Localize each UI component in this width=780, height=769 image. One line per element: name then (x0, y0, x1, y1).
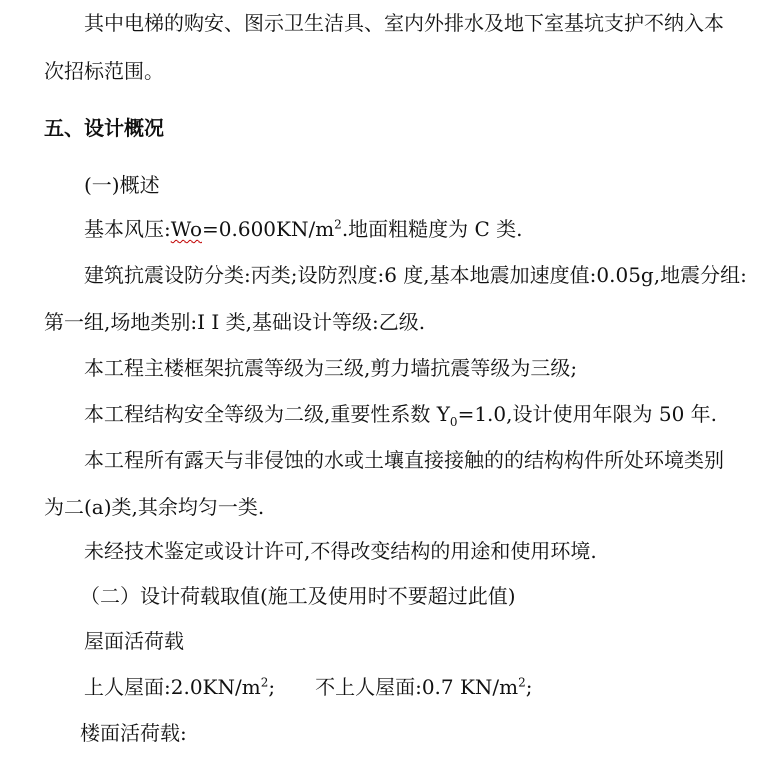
paragraph-line: 第一组,场地类别:I I 类,基础设计等级:乙级. (44, 310, 426, 334)
subscript: 0 (449, 415, 458, 429)
paragraph-line: 次招标范围。 (44, 59, 164, 83)
subsection-heading-loads: （二）设计荷载取值(施工及使用时不要超过此值) (80, 584, 516, 608)
paragraph-line: 未经技术鉴定或设计许可,不得改变结构的用途和使用环境. (84, 539, 597, 563)
paragraph-line: 其中电梯的购安、图示卫生洁具、室内外排水及地下室基坑支护不纳入本 (84, 11, 724, 35)
superscript: 2 (518, 675, 526, 690)
section-heading: 五、设计概况 (44, 116, 164, 140)
wind-label: 基本风压: (84, 217, 171, 241)
roof-non-accessible: 不上人屋面:0.7 KN/m (315, 675, 519, 699)
superscript: 2 (260, 675, 269, 690)
paragraph-line: 本工程所有露天与非侵蚀的水或土壤直接接触的的结构构件所处环境类别 (84, 448, 724, 472)
wind-value: =0.600KN/m (202, 217, 335, 241)
spellcheck-flagged-word: Wo (170, 217, 202, 241)
safety-text: 本工程结构安全等级为二级,重要性系数 Y (84, 402, 450, 426)
paragraph-line: 为二(a)类,其余均匀一类. (44, 495, 265, 519)
wind-rest: .地面粗糙度为 C 类. (341, 217, 523, 241)
safety-text-end: =1.0,设计使用年限为 50 年. (457, 402, 718, 426)
paragraph-line: 屋面活荷载 (84, 629, 184, 653)
wind-pressure-line (84, 216, 523, 242)
superscript: 2 (334, 217, 342, 232)
safety-grade-line (84, 401, 717, 427)
paragraph-line: 建筑抗震设防分类:丙类;设防烈度:6 度,基本地震加速度值:0.05g,地震分组: (84, 263, 747, 287)
roof-load-line (84, 674, 533, 700)
paragraph-line: 楼面活荷载: (80, 721, 187, 745)
roof-accessible: 上人屋面:2.0KN/m (84, 675, 261, 699)
punctuation: ; (268, 675, 276, 699)
paragraph-line: 本工程主楼框架抗震等级为三级,剪力墙抗震等级为三级; (84, 356, 578, 380)
subsection-heading-overview: (一)概述 (84, 173, 160, 197)
punctuation: ; (525, 675, 533, 699)
